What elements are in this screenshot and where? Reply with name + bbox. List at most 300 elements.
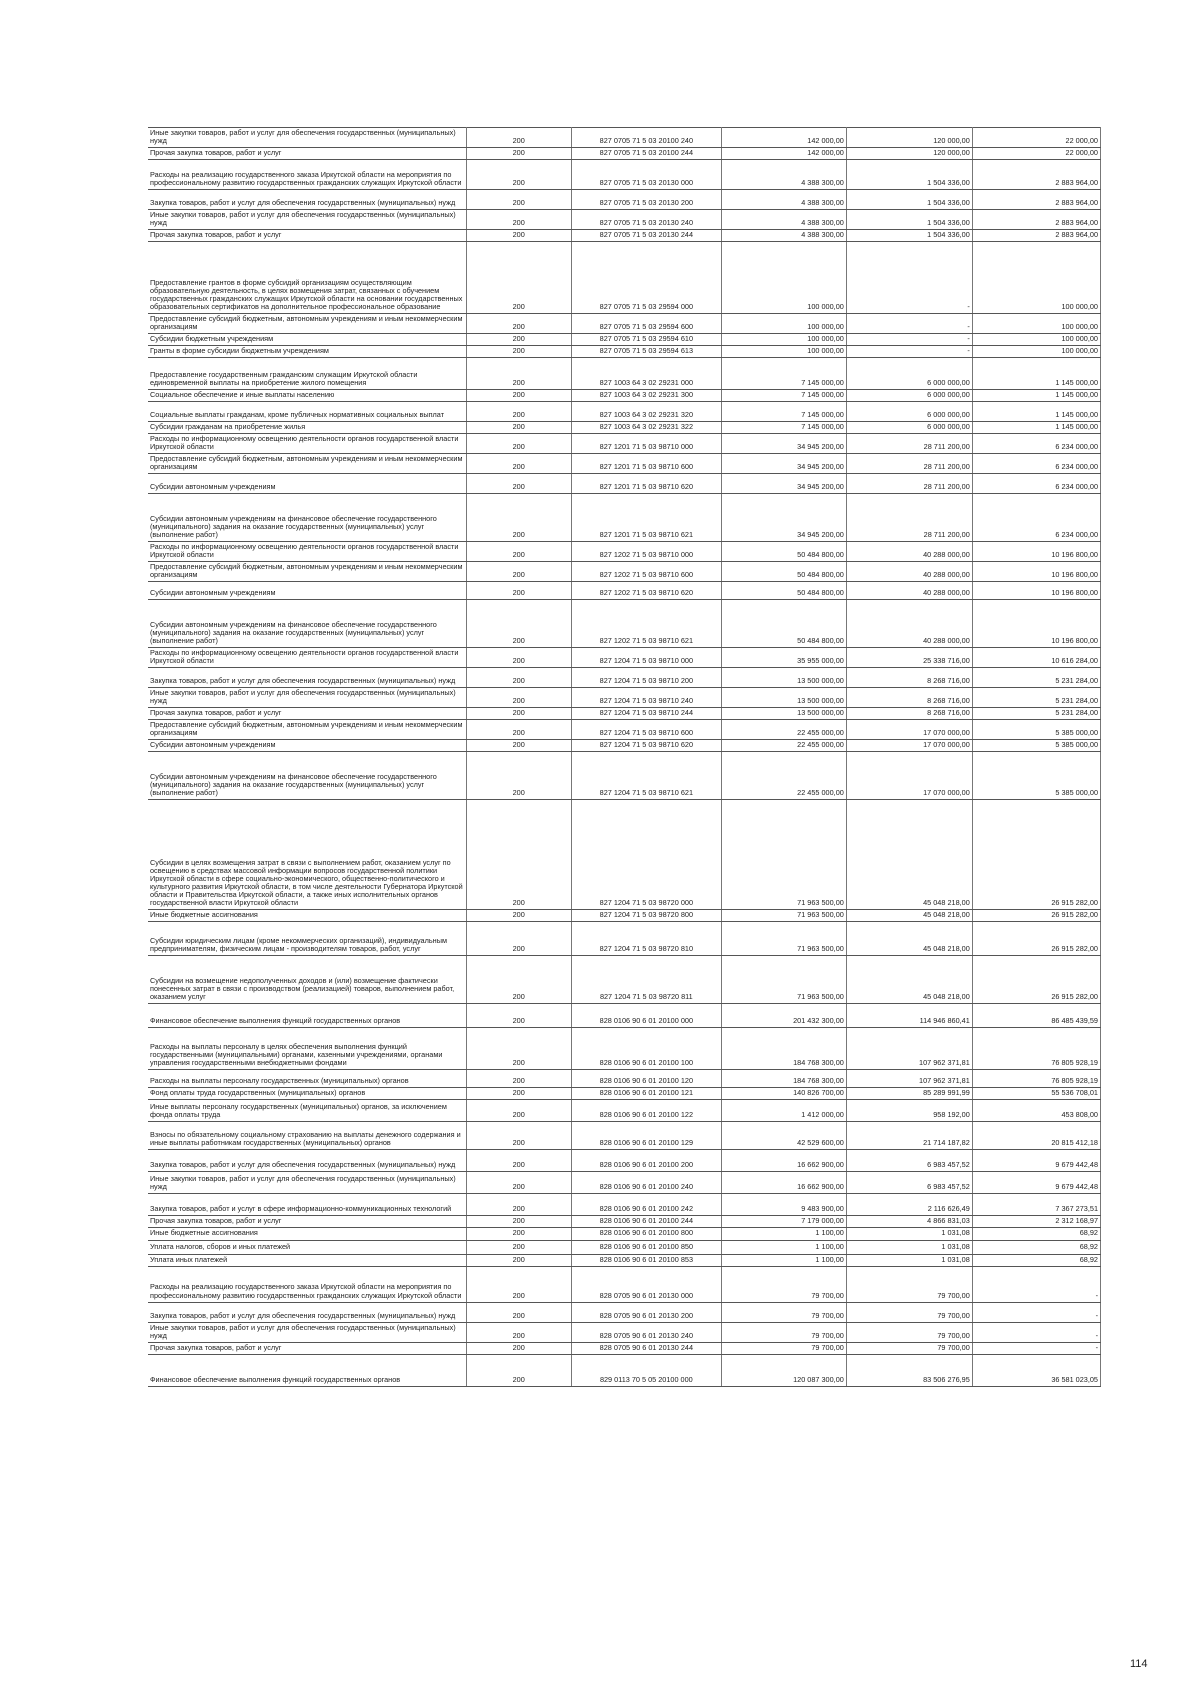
row-plan-amount: 71 963 500,00: [721, 910, 846, 922]
row-kbk: 828 0106 90 6 01 20100 853: [571, 1254, 721, 1266]
row-rest-amount: 5 385 000,00: [972, 720, 1100, 740]
row-plan-amount: 79 700,00: [721, 1266, 846, 1302]
table-row: [148, 346, 1101, 358]
row-kbk: 827 1202 71 5 03 98710 621: [571, 600, 721, 648]
row-rest-amount: 6 234 000,00: [972, 454, 1100, 474]
row-fact-amount: 6 000 000,00: [846, 358, 972, 390]
row-fact-amount: 1 031,08: [846, 1240, 972, 1254]
table-row: [148, 542, 1101, 562]
row-name: Расходы на выплаты персоналу в целях обеспечения выполнения функций государственными (муниципальными) органами, казенными учреждениями, органами управления государственными внебюджетными фондами: [148, 1028, 466, 1070]
row-rest-amount: 6 234 000,00: [972, 494, 1100, 542]
table-row: [148, 314, 1101, 334]
row-fact-amount: 6 000 000,00: [846, 390, 972, 402]
row-kbk: 827 1003 64 3 02 29231 000: [571, 358, 721, 390]
row-code: 200: [466, 454, 571, 474]
row-kbk: 828 0106 90 6 01 20100 121: [571, 1088, 721, 1100]
row-plan-amount: 4 388 300,00: [721, 190, 846, 210]
row-plan-amount: 79 700,00: [721, 1302, 846, 1322]
row-fact-amount: 28 711 200,00: [846, 454, 972, 474]
row-kbk: 827 1204 71 5 03 98710 600: [571, 720, 721, 740]
row-rest-amount: 2 883 964,00: [972, 190, 1100, 210]
row-kbk: 828 0106 90 6 01 20100 120: [571, 1070, 721, 1088]
row-rest-amount: 76 805 928,19: [972, 1028, 1100, 1070]
row-fact-amount: -: [846, 346, 972, 358]
row-code: 200: [466, 1150, 571, 1172]
row-rest-amount: 2 883 964,00: [972, 210, 1100, 230]
row-name: Расходы на реализацию государственного заказа Иркутской области на мероприятия по профессиональному развитию государственных гражданских служащих Иркутской области: [148, 160, 466, 190]
row-code: 200: [466, 128, 571, 148]
row-plan-amount: 13 500 000,00: [721, 688, 846, 708]
row-name: Прочая закупка товаров, работ и услуг: [148, 708, 466, 720]
row-rest-amount: 10 196 800,00: [972, 542, 1100, 562]
row-rest-amount: 68,92: [972, 1240, 1100, 1254]
row-plan-amount: 13 500 000,00: [721, 668, 846, 688]
row-plan-amount: 100 000,00: [721, 334, 846, 346]
table-row: [148, 1028, 1101, 1070]
row-rest-amount: 68,92: [972, 1254, 1100, 1266]
table-row: [148, 334, 1101, 346]
table-row: [148, 1088, 1101, 1100]
row-name: Гранты в форме субсидии бюджетным учреждениям: [148, 346, 466, 358]
table-row: [148, 402, 1101, 422]
row-rest-amount: 1 145 000,00: [972, 422, 1100, 434]
row-rest-amount: 36 581 023,05: [972, 1354, 1100, 1386]
row-rest-amount: 453 808,00: [972, 1100, 1100, 1122]
row-name: Закупка товаров, работ и услуг в сфере информационно-коммуникационных технологий: [148, 1194, 466, 1216]
table-row: [148, 562, 1101, 582]
row-rest-amount: 9 679 442,48: [972, 1150, 1100, 1172]
row-name: Субсидии юридическим лицам (кроме некоммерческих организаций), индивидуальным предпринимателям, физическим лицам - производителям товаров, работ, услуг: [148, 922, 466, 956]
row-rest-amount: 76 805 928,19: [972, 1070, 1100, 1088]
table-row: [148, 1240, 1101, 1254]
row-fact-amount: 1 031,08: [846, 1228, 972, 1240]
row-rest-amount: 6 234 000,00: [972, 434, 1100, 454]
row-code: 200: [466, 688, 571, 708]
row-fact-amount: 17 070 000,00: [846, 752, 972, 800]
row-name: Субсидии автономным учреждениям на финансовое обеспечение государственного (муниципального) задания на оказание государственных (муниципальных) услуг (выполнение работ): [148, 494, 466, 542]
row-fact-amount: 79 700,00: [846, 1302, 972, 1322]
row-code: 200: [466, 1088, 571, 1100]
row-plan-amount: 22 455 000,00: [721, 740, 846, 752]
row-name: Расходы по информационному освещению деятельности органов государственной власти Иркутской области: [148, 648, 466, 668]
row-kbk: 827 1201 71 5 03 98710 600: [571, 454, 721, 474]
row-fact-amount: 40 288 000,00: [846, 562, 972, 582]
row-kbk: 827 1201 71 5 03 98710 620: [571, 474, 721, 494]
row-code: 200: [466, 1302, 571, 1322]
row-fact-amount: 45 048 218,00: [846, 800, 972, 910]
row-kbk: 828 0106 90 6 01 20100 000: [571, 1004, 721, 1028]
table-row: [148, 1172, 1101, 1194]
row-code: 200: [466, 1004, 571, 1028]
row-rest-amount: 2 883 964,00: [972, 160, 1100, 190]
row-rest-amount: 100 000,00: [972, 242, 1100, 314]
row-code: 200: [466, 390, 571, 402]
row-kbk: 827 1204 71 5 03 98710 000: [571, 648, 721, 668]
row-plan-amount: 22 455 000,00: [721, 752, 846, 800]
table-row: [148, 1254, 1101, 1266]
row-kbk: 827 0705 71 5 03 20130 240: [571, 210, 721, 230]
row-code: 200: [466, 210, 571, 230]
table-row: [148, 922, 1101, 956]
table-row: [148, 600, 1101, 648]
row-code: 200: [466, 800, 571, 910]
row-kbk: 827 1204 71 5 03 98720 000: [571, 800, 721, 910]
table-row: [148, 390, 1101, 402]
row-code: 200: [466, 720, 571, 740]
row-name: Расходы по информационному освещению деятельности органов государственной власти Иркутской области: [148, 434, 466, 454]
row-kbk: 827 1204 71 5 03 98720 800: [571, 910, 721, 922]
row-plan-amount: 79 700,00: [721, 1322, 846, 1342]
row-rest-amount: -: [972, 1266, 1100, 1302]
row-rest-amount: 100 000,00: [972, 334, 1100, 346]
row-plan-amount: 34 945 200,00: [721, 474, 846, 494]
row-kbk: 828 0705 90 6 01 20130 000: [571, 1266, 721, 1302]
row-fact-amount: -: [846, 334, 972, 346]
row-rest-amount: 26 915 282,00: [972, 910, 1100, 922]
row-name: Иные закупки товаров, работ и услуг для обеспечения государственных (муниципальных) нужд: [148, 128, 466, 148]
row-code: 200: [466, 752, 571, 800]
row-plan-amount: 35 955 000,00: [721, 648, 846, 668]
row-name: Субсидии в целях возмещения затрат в связи с выполнением работ, оказанием услуг по освещению в средствах массовой информации вопросов государственной политики Иркутской области в сфере социально-экономического, общественно-политического и культурного развития Иркутской области, в том числе деятельности Губернатора Иркутской области и Правительства Иркутской области, а также иных исполнительных органов государственной власти Иркутской области: [148, 800, 466, 910]
row-name: Субсидии автономным учреждениям: [148, 740, 466, 752]
row-kbk: 827 1204 71 5 03 98710 200: [571, 668, 721, 688]
row-name: Иные закупки товаров, работ и услуг для обеспечения государственных (муниципальных) нужд: [148, 688, 466, 708]
row-plan-amount: 100 000,00: [721, 346, 846, 358]
row-plan-amount: 4 388 300,00: [721, 230, 846, 242]
row-plan-amount: 50 484 800,00: [721, 600, 846, 648]
row-kbk: 827 0705 71 5 03 29594 613: [571, 346, 721, 358]
row-kbk: 827 1003 64 3 02 29231 320: [571, 402, 721, 422]
row-rest-amount: 22 000,00: [972, 128, 1100, 148]
row-code: 200: [466, 434, 571, 454]
row-kbk: 829 0113 70 5 05 20100 000: [571, 1354, 721, 1386]
row-name: Предоставление субсидий бюджетным, автономным учреждениям и иным некоммерческим организациям: [148, 454, 466, 474]
row-plan-amount: 142 000,00: [721, 128, 846, 148]
row-code: 200: [466, 190, 571, 210]
row-fact-amount: 79 700,00: [846, 1266, 972, 1302]
row-kbk: 827 1201 71 5 03 98710 000: [571, 434, 721, 454]
table-row: [148, 668, 1101, 688]
row-fact-amount: 83 506 276,95: [846, 1354, 972, 1386]
row-name: Предоставление государственным гражданским служащим Иркутской области единовременной выплаты на приобретение жилого помещения: [148, 358, 466, 390]
row-kbk: 827 1003 64 3 02 29231 300: [571, 390, 721, 402]
row-rest-amount: 5 385 000,00: [972, 752, 1100, 800]
row-name: Субсидии автономным учреждениям: [148, 582, 466, 600]
row-name: Субсидии бюджетным учреждениям: [148, 334, 466, 346]
row-rest-amount: 5 231 284,00: [972, 668, 1100, 688]
row-fact-amount: 21 714 187,82: [846, 1122, 972, 1150]
row-kbk: 827 1003 64 3 02 29231 322: [571, 422, 721, 434]
row-fact-amount: 8 268 716,00: [846, 688, 972, 708]
row-code: 200: [466, 1342, 571, 1354]
table-row: [148, 720, 1101, 740]
row-kbk: 828 0705 90 6 01 20130 240: [571, 1322, 721, 1342]
row-name: Предоставление субсидий бюджетным, автономным учреждениям и иным некоммерческим организациям: [148, 720, 466, 740]
table-row: [148, 910, 1101, 922]
table-row: [148, 242, 1101, 314]
row-plan-amount: 120 087 300,00: [721, 1354, 846, 1386]
table-row: [148, 1122, 1101, 1150]
row-rest-amount: 100 000,00: [972, 346, 1100, 358]
row-kbk: 827 0705 71 5 03 20130 000: [571, 160, 721, 190]
row-code: 200: [466, 1228, 571, 1240]
row-fact-amount: 40 288 000,00: [846, 582, 972, 600]
row-name: Взносы по обязательному социальному страхованию на выплаты денежного содержания и иные выплаты работникам государственных (муниципальных) органов: [148, 1122, 466, 1150]
row-fact-amount: 8 268 716,00: [846, 708, 972, 720]
row-kbk: 827 1204 71 5 03 98710 244: [571, 708, 721, 720]
row-plan-amount: 34 945 200,00: [721, 494, 846, 542]
table-row: [148, 582, 1101, 600]
row-rest-amount: 26 915 282,00: [972, 922, 1100, 956]
row-fact-amount: 40 288 000,00: [846, 600, 972, 648]
row-code: 200: [466, 1172, 571, 1194]
row-fact-amount: 1 031,08: [846, 1254, 972, 1266]
row-name: Субсидии на возмещение недополученных доходов и (или) возмещение фактически понесенных затрат в связи с производством (реализацией) товаров, выполнением работ, оказанием услуг: [148, 956, 466, 1004]
table-row: [148, 210, 1101, 230]
row-code: 200: [466, 582, 571, 600]
row-code: 200: [466, 922, 571, 956]
table-row: [148, 1266, 1101, 1302]
table-row: [148, 1194, 1101, 1216]
row-name: Субсидии автономным учреждениям: [148, 474, 466, 494]
row-plan-amount: 71 963 500,00: [721, 956, 846, 1004]
row-name: Субсидии гражданам на приобретение жилья: [148, 422, 466, 434]
row-plan-amount: 34 945 200,00: [721, 454, 846, 474]
row-plan-amount: 1 100,00: [721, 1240, 846, 1254]
table-row: [148, 422, 1101, 434]
table-row: [148, 474, 1101, 494]
row-kbk: 827 0705 71 5 03 29594 600: [571, 314, 721, 334]
row-kbk: 828 0106 90 6 01 20100 200: [571, 1150, 721, 1172]
table-row: [148, 1342, 1101, 1354]
budget-table: [148, 127, 1101, 1387]
row-fact-amount: 85 289 991,99: [846, 1088, 972, 1100]
table-row: [148, 1100, 1101, 1122]
row-name: Субсидии автономным учреждениям на финансовое обеспечение государственного (муниципального) задания на оказание государственных (муниципальных) услуг (выполнение работ): [148, 600, 466, 648]
row-plan-amount: 201 432 300,00: [721, 1004, 846, 1028]
row-code: 200: [466, 402, 571, 422]
row-kbk: 827 0705 71 5 03 20100 240: [571, 128, 721, 148]
row-rest-amount: 1 145 000,00: [972, 358, 1100, 390]
row-code: 200: [466, 1070, 571, 1088]
row-code: 200: [466, 910, 571, 922]
row-name: Фонд оплаты труда государственных (муниципальных) органов: [148, 1088, 466, 1100]
row-name: Закупка товаров, работ и услуг для обеспечения государственных (муниципальных) нужд: [148, 190, 466, 210]
row-rest-amount: 6 234 000,00: [972, 474, 1100, 494]
row-code: 200: [466, 1354, 571, 1386]
row-name: Финансовое обеспечение выполнения функций государственных органов: [148, 1354, 466, 1386]
row-rest-amount: -: [972, 1342, 1100, 1354]
row-code: 200: [466, 1100, 571, 1122]
row-plan-amount: 34 945 200,00: [721, 434, 846, 454]
row-name: Закупка товаров, работ и услуг для обеспечения государственных (муниципальных) нужд: [148, 1302, 466, 1322]
row-plan-amount: 50 484 800,00: [721, 542, 846, 562]
table-row: [148, 230, 1101, 242]
row-code: 200: [466, 648, 571, 668]
table-row: [148, 454, 1101, 474]
table-row: [148, 800, 1101, 910]
row-kbk: 827 1202 71 5 03 98710 600: [571, 562, 721, 582]
row-kbk: 827 0705 71 5 03 20130 200: [571, 190, 721, 210]
row-fact-amount: 114 946 860,41: [846, 1004, 972, 1028]
row-rest-amount: 100 000,00: [972, 314, 1100, 334]
row-code: 200: [466, 1266, 571, 1302]
row-plan-amount: 184 768 300,00: [721, 1070, 846, 1088]
row-code: 200: [466, 600, 571, 648]
row-code: 200: [466, 346, 571, 358]
row-rest-amount: 1 145 000,00: [972, 402, 1100, 422]
row-kbk: 827 1204 71 5 03 98710 240: [571, 688, 721, 708]
table-row: [148, 1322, 1101, 1342]
row-fact-amount: 120 000,00: [846, 128, 972, 148]
row-plan-amount: 71 963 500,00: [721, 922, 846, 956]
row-rest-amount: -: [972, 1322, 1100, 1342]
page-number: 114: [1130, 1658, 1148, 1670]
row-name: Предоставление грантов в форме субсидий организациям осуществляющим образовательную деятельность, в целях возмещения затрат, связанных с обучением государственных гражданских служащих Иркутской области на основании государственных образовательных сертификатов на дополнительное профессиональное образование: [148, 242, 466, 314]
row-kbk: 828 0705 90 6 01 20130 244: [571, 1342, 721, 1354]
row-fact-amount: 45 048 218,00: [846, 910, 972, 922]
row-code: 200: [466, 474, 571, 494]
row-rest-amount: 5 231 284,00: [972, 708, 1100, 720]
row-plan-amount: 9 483 900,00: [721, 1194, 846, 1216]
row-name: Иные закупки товаров, работ и услуг для обеспечения государственных (муниципальных) нужд: [148, 1172, 466, 1194]
table-row: [148, 190, 1101, 210]
row-code: 200: [466, 708, 571, 720]
row-plan-amount: 100 000,00: [721, 242, 846, 314]
row-code: 200: [466, 160, 571, 190]
row-rest-amount: 20 815 412,18: [972, 1122, 1100, 1150]
row-plan-amount: 42 529 600,00: [721, 1122, 846, 1150]
row-rest-amount: 26 915 282,00: [972, 800, 1100, 910]
row-plan-amount: 7 145 000,00: [721, 390, 846, 402]
row-rest-amount: 26 915 282,00: [972, 956, 1100, 1004]
row-rest-amount: 7 367 273,51: [972, 1194, 1100, 1216]
table-row: [148, 1302, 1101, 1322]
row-plan-amount: 7 179 000,00: [721, 1216, 846, 1228]
row-rest-amount: 68,92: [972, 1228, 1100, 1240]
row-fact-amount: 28 711 200,00: [846, 474, 972, 494]
row-fact-amount: 45 048 218,00: [846, 956, 972, 1004]
row-fact-amount: 6 000 000,00: [846, 422, 972, 434]
row-fact-amount: 8 268 716,00: [846, 668, 972, 688]
row-fact-amount: -: [846, 314, 972, 334]
row-fact-amount: -: [846, 242, 972, 314]
row-kbk: 827 1201 71 5 03 98710 621: [571, 494, 721, 542]
row-name: Субсидии автономным учреждениям на финансовое обеспечение государственного (муниципального) задания на оказание государственных (муниципальных) услуг (выполнение работ): [148, 752, 466, 800]
row-plan-amount: 140 826 700,00: [721, 1088, 846, 1100]
row-plan-amount: 184 768 300,00: [721, 1028, 846, 1070]
row-kbk: 828 0705 90 6 01 20130 200: [571, 1302, 721, 1322]
row-name: Прочая закупка товаров, работ и услуг: [148, 1342, 466, 1354]
row-name: Предоставление субсидий бюджетным, автономным учреждениям и иным некоммерческим организациям: [148, 314, 466, 334]
row-name: Социальные выплаты гражданам, кроме публичных нормативных социальных выплат: [148, 402, 466, 422]
row-plan-amount: 1 100,00: [721, 1228, 846, 1240]
row-code: 200: [466, 148, 571, 160]
row-plan-amount: 71 963 500,00: [721, 800, 846, 910]
row-name: Расходы на выплаты персоналу государственных (муниципальных) органов: [148, 1070, 466, 1088]
row-rest-amount: 2 883 964,00: [972, 230, 1100, 242]
table-row: [148, 648, 1101, 668]
row-kbk: 827 1204 71 5 03 98720 811: [571, 956, 721, 1004]
row-name: Расходы по информационному освещению деятельности органов государственной власти Иркутской области: [148, 542, 466, 562]
row-name: Уплата налогов, сборов и иных платежей: [148, 1240, 466, 1254]
row-kbk: 828 0106 90 6 01 20100 850: [571, 1240, 721, 1254]
row-fact-amount: 6 983 457,52: [846, 1150, 972, 1172]
row-plan-amount: 16 662 900,00: [721, 1172, 846, 1194]
table-row: [148, 1354, 1101, 1386]
row-name: Социальное обеспечение и иные выплаты населению: [148, 390, 466, 402]
row-rest-amount: 1 145 000,00: [972, 390, 1100, 402]
row-code: 200: [466, 1254, 571, 1266]
table-row: [148, 1228, 1101, 1240]
row-fact-amount: 28 711 200,00: [846, 494, 972, 542]
row-kbk: 828 0106 90 6 01 20100 122: [571, 1100, 721, 1122]
row-plan-amount: 1 412 000,00: [721, 1100, 846, 1122]
row-code: 200: [466, 1216, 571, 1228]
row-code: 200: [466, 1122, 571, 1150]
table-row: [148, 752, 1101, 800]
row-code: 200: [466, 494, 571, 542]
row-name: Уплата иных платежей: [148, 1254, 466, 1266]
row-name: Предоставление субсидий бюджетным, автономным учреждениям и иным некоммерческим организациям: [148, 562, 466, 582]
row-kbk: 828 0106 90 6 01 20100 240: [571, 1172, 721, 1194]
row-kbk: 827 0705 71 5 03 29594 000: [571, 242, 721, 314]
row-rest-amount: 2 312 168,97: [972, 1216, 1100, 1228]
table-row: [148, 1216, 1101, 1228]
row-name: Расходы на реализацию государственного заказа Иркутской области на мероприятия по профессиональному развитию государственных гражданских служащих Иркутской области: [148, 1266, 466, 1302]
row-fact-amount: 1 504 336,00: [846, 210, 972, 230]
table-row: [148, 128, 1101, 148]
row-plan-amount: 50 484 800,00: [721, 582, 846, 600]
row-fact-amount: 40 288 000,00: [846, 542, 972, 562]
row-fact-amount: 1 504 336,00: [846, 190, 972, 210]
row-code: 200: [466, 1028, 571, 1070]
row-rest-amount: 55 536 708,01: [972, 1088, 1100, 1100]
table-row: [148, 1004, 1101, 1028]
row-plan-amount: 1 100,00: [721, 1254, 846, 1266]
row-rest-amount: 10 616 284,00: [972, 648, 1100, 668]
row-rest-amount: 5 231 284,00: [972, 688, 1100, 708]
row-kbk: 828 0106 90 6 01 20100 244: [571, 1216, 721, 1228]
row-plan-amount: 4 388 300,00: [721, 210, 846, 230]
row-fact-amount: 17 070 000,00: [846, 740, 972, 752]
row-kbk: 828 0106 90 6 01 20100 242: [571, 1194, 721, 1216]
table-row: [148, 688, 1101, 708]
row-code: 200: [466, 334, 571, 346]
row-code: 200: [466, 358, 571, 390]
row-plan-amount: 50 484 800,00: [721, 562, 846, 582]
row-plan-amount: 142 000,00: [721, 148, 846, 160]
row-kbk: 827 1204 71 5 03 98720 810: [571, 922, 721, 956]
row-rest-amount: 10 196 800,00: [972, 562, 1100, 582]
row-plan-amount: 13 500 000,00: [721, 708, 846, 720]
row-kbk: 827 1202 71 5 03 98710 620: [571, 582, 721, 600]
row-rest-amount: 86 485 439,59: [972, 1004, 1100, 1028]
row-plan-amount: 16 662 900,00: [721, 1150, 846, 1172]
row-name: Иные закупки товаров, работ и услуг для обеспечения государственных (муниципальных) нужд: [148, 1322, 466, 1342]
row-name: Иные бюджетные ассигнования: [148, 910, 466, 922]
table-row: [148, 494, 1101, 542]
row-plan-amount: 79 700,00: [721, 1342, 846, 1354]
row-kbk: 828 0106 90 6 01 20100 129: [571, 1122, 721, 1150]
row-fact-amount: 2 116 626,49: [846, 1194, 972, 1216]
row-code: 200: [466, 230, 571, 242]
row-code: 200: [466, 242, 571, 314]
table-row: [148, 956, 1101, 1004]
row-fact-amount: 17 070 000,00: [846, 720, 972, 740]
row-kbk: 828 0106 90 6 01 20100 100: [571, 1028, 721, 1070]
row-plan-amount: 4 388 300,00: [721, 160, 846, 190]
